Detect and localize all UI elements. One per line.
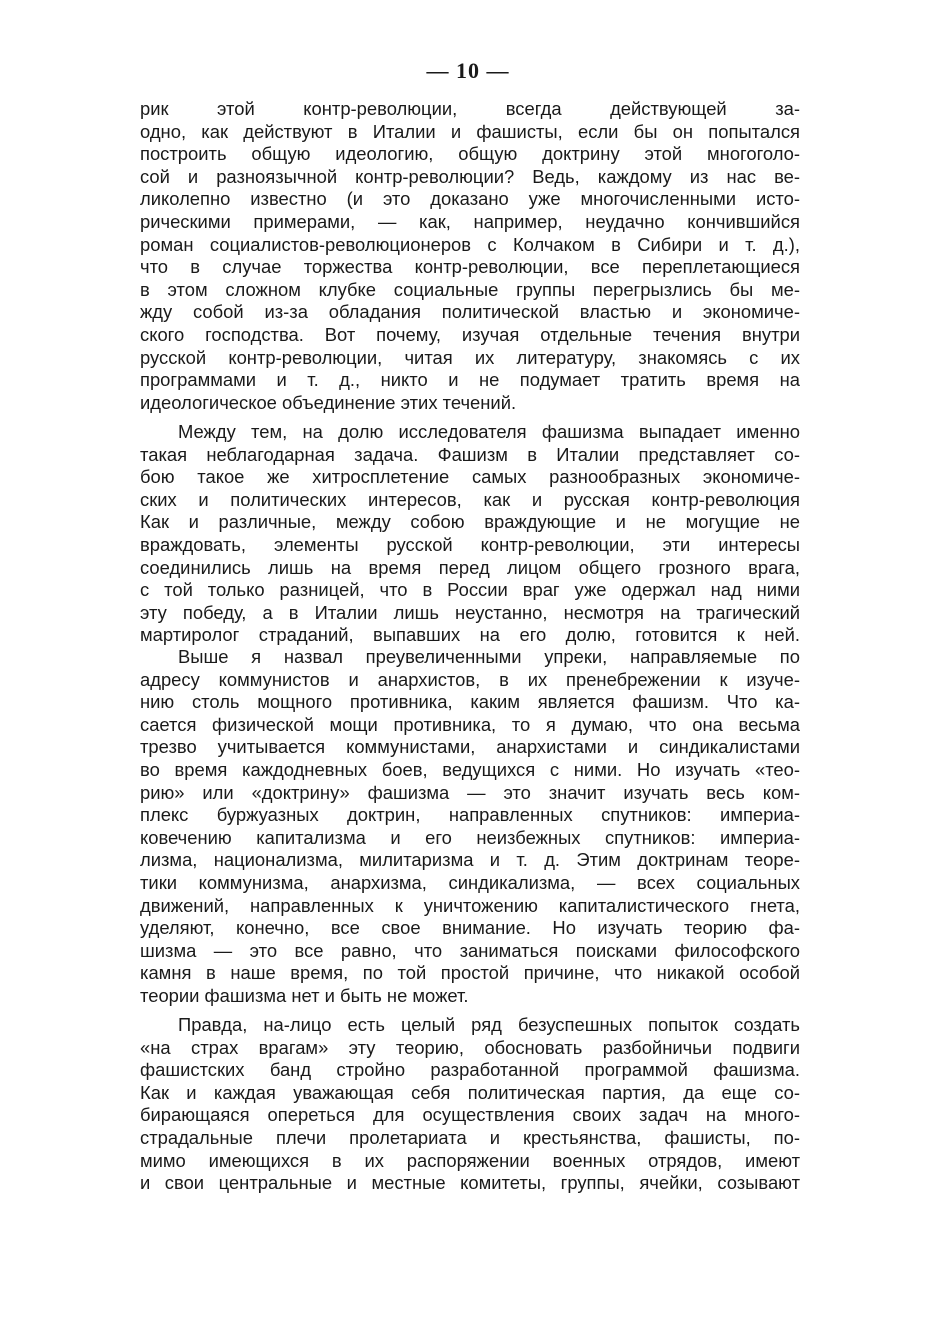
text-line: плекс буржуазных доктрин, направленных спутников: империа-	[140, 804, 800, 826]
text-line: рик этой контр-революции, всегда действующей за-	[140, 98, 800, 119]
text-line: сой и разноязычной контр-революции? Ведь, каждому из нас ве-	[140, 165, 800, 187]
text-line: бою такое же хитросплетение самых разнообразных экономиче-	[140, 466, 800, 488]
text-line: одно, как действуют в Италии и фашисты, если бы он попытался	[140, 120, 800, 142]
text-line: соединились лишь на время перед лицом общего грозного врага,	[140, 556, 800, 578]
text-line: в этом сложном клубке социальные группы перегрызлись бы ме-	[140, 278, 800, 300]
text-line: ского господства. Вот почему, изучая отдельные течения внутри	[140, 323, 800, 345]
text-line: тики коммунизма, анархизма, синдикализма, — всех социальных	[140, 871, 800, 893]
text-line: эту победу, а в Италии лишь неустанно, несмотря на трагический	[140, 601, 800, 623]
text-line: Выше я назвал преувеличенными упреки, направляемые по	[178, 646, 800, 667]
text-line: ликолепно известно (и это доказано уже многочисленными исто-	[140, 188, 800, 210]
text-line: ских и политических интересов, как и русская контр-революция	[140, 488, 800, 510]
paragraph-4	[140, 1014, 800, 1195]
text-line: программами и т. д., никто и не подумает тратить время на	[140, 369, 800, 391]
text-line: Правда, на-лицо есть целый ряд безуспешных попыток создать	[178, 1014, 800, 1035]
text-line: рию» или «доктрину» фашизма — это значит изучать весь ком-	[140, 781, 800, 803]
text-line: мимо имеющихся в их распоряжении военных отрядов, имеют	[140, 1149, 800, 1171]
text-line: во время каждодневных боев, ведущихся с ними. Но изучать «тео-	[140, 758, 800, 780]
paragraph-1	[140, 98, 800, 414]
paragraph-3	[140, 646, 800, 1008]
text-line: фашистских банд стройно разработанной программой фашизма.	[140, 1059, 800, 1081]
text-line: с той только разницей, что в России враг уже одержал над ними	[140, 579, 800, 601]
text-line: идеологическое объединение этих течений.	[140, 391, 517, 413]
text-line: движений, направленных к уничтожению капиталистического гнета,	[140, 894, 800, 916]
page-number: — 10 —	[426, 58, 510, 83]
text-line: шизма — это все равно, что заниматься поисками философского	[140, 939, 800, 961]
text-line: страдальные плечи пролетариата и крестьянства, фашисты, по-	[140, 1126, 800, 1148]
text-line: сается физической мощи противника, то я думаю, что она весьма	[140, 713, 800, 735]
text-line: рическими примерами, — как, например, неудачно кончившийся	[140, 210, 800, 232]
text-line: нию столь мощного противника, каким является фашизм. Что ка-	[140, 691, 800, 713]
text-line: русской контр-революции, читая их литературу, знакомясь с их	[140, 346, 800, 368]
text-line: лизма, национализма, милитаризма и т. д. Этим доктринам теоре-	[140, 849, 800, 871]
text-line: ковечению капитализма и его неизбежных спутников: империа-	[140, 826, 800, 848]
text-line: такая неблагодарная задача. Фашизм в Италии представляет со-	[140, 443, 800, 465]
text-line: Как и различные, между собою враждующие и не могущие не	[140, 511, 800, 533]
text-line: Как и каждая уважающая себя политическая партия, да еще со-	[140, 1081, 800, 1103]
text-line: жду собой из-за обладания политической властью и экономиче-	[140, 301, 800, 323]
text-line: мартиролог страданий, выпавших на его долю, готовится к ней.	[140, 624, 800, 646]
text-line: камня в наше время, по той простой причине, что никакой особой	[140, 962, 800, 984]
text-line: и свои центральные и местные комитеты, группы, ячейки, созывают	[140, 1172, 800, 1194]
text-line: теории фашизма нет и быть не может.	[140, 984, 469, 1006]
text-line: Между тем, на долю исследователя фашизма выпадает именно	[178, 421, 800, 442]
text-line: роман социалистов-революционеров с Колчаком в Сибири и т. д.),	[140, 233, 800, 255]
paragraph-2	[140, 421, 800, 647]
text-line: трезво учитывается коммунистами, анархистами и синдикалистами	[140, 736, 800, 758]
text-line: «на страх врагам» эту теорию, обосновать разбойничьи подвиги	[140, 1036, 800, 1058]
text-line: построить общую идеологию, общую доктрину этой многоголо-	[140, 143, 800, 165]
text-line: адресу коммунистов и анархистов, в их пренебрежении к изуче-	[140, 668, 800, 690]
text-line: бирающаяся опереться для осуществления своих задач на много-	[140, 1104, 800, 1126]
text-line: враждовать, элементы русской контр-революции, эти интересы	[140, 533, 800, 555]
text-line: уделяют, конечно, все свое внимание. Но изучать теорию фа-	[140, 917, 800, 939]
text-line: что в случае торжества контр-революции, все переплетающиеся	[140, 256, 800, 278]
